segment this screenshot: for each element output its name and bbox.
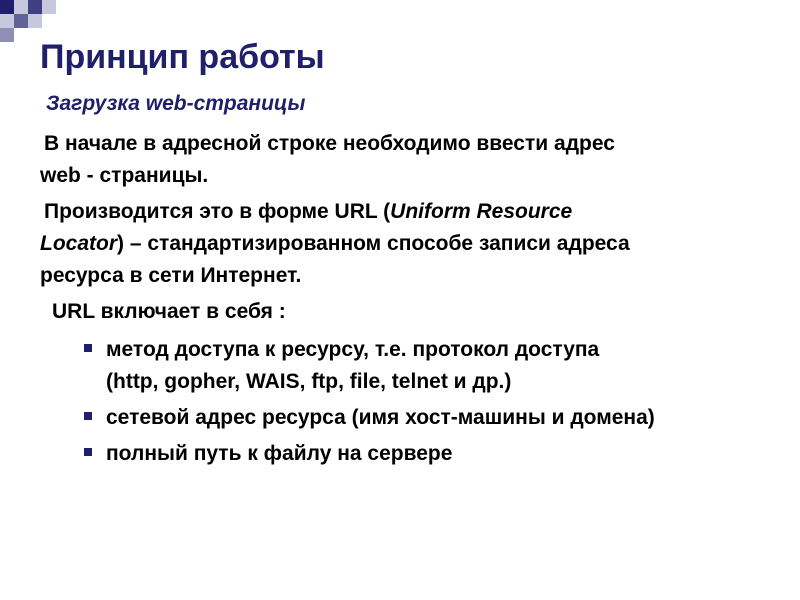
square-bullet-icon xyxy=(84,412,92,420)
paragraph-2-line-2 xyxy=(40,228,630,260)
slide-subtitle: Загрузка web-страницы xyxy=(46,92,306,115)
bullet-item-3 xyxy=(84,438,452,470)
square-bullet-icon xyxy=(84,344,92,352)
square-dark xyxy=(0,28,14,42)
square-bullet-icon xyxy=(84,448,92,456)
slide-title: Принцип работы xyxy=(40,38,325,76)
uniform-resource-text: Uniform Resource xyxy=(390,200,573,223)
square-dark xyxy=(14,14,28,28)
paragraph-2-line-1 xyxy=(44,196,572,228)
square-dark xyxy=(28,0,42,14)
bullet-item-1-line-2: (http, gopher, WAIS, ftp, file, telnet и др.) xyxy=(106,370,512,393)
paragraph-2-line-1-text: Производится это в форме URL ( xyxy=(44,200,391,223)
bullet-item-1-line-1: метод доступа к ресурсу, т.е. протокол доступа xyxy=(106,338,600,361)
square-light xyxy=(42,0,56,14)
paragraph-1-line-2: web - страницы. xyxy=(40,164,209,187)
bullet-item-3-text: полный путь к файлу на сервере xyxy=(106,442,453,465)
paragraph-2-line-2-text: ) – стандартизированном способе записи адреса xyxy=(117,232,630,255)
square-light xyxy=(0,14,14,28)
square-dark xyxy=(0,0,14,14)
square-light xyxy=(28,14,42,28)
paragraph-2-line-3: ресурса в сети Интернет. xyxy=(40,264,302,287)
paragraph-1-line-1: В начале в адресной строке необходимо ввести адрес xyxy=(44,132,615,155)
bullet-item-1 xyxy=(84,334,599,366)
bullet-item-2 xyxy=(84,402,655,434)
square-light xyxy=(14,0,28,14)
locator-text: Locator xyxy=(40,232,118,255)
bullet-item-2-text: сетевой адрес ресурса (имя хост-машины и домена) xyxy=(106,406,655,429)
paragraph-3: URL включает в себя : xyxy=(52,300,286,323)
